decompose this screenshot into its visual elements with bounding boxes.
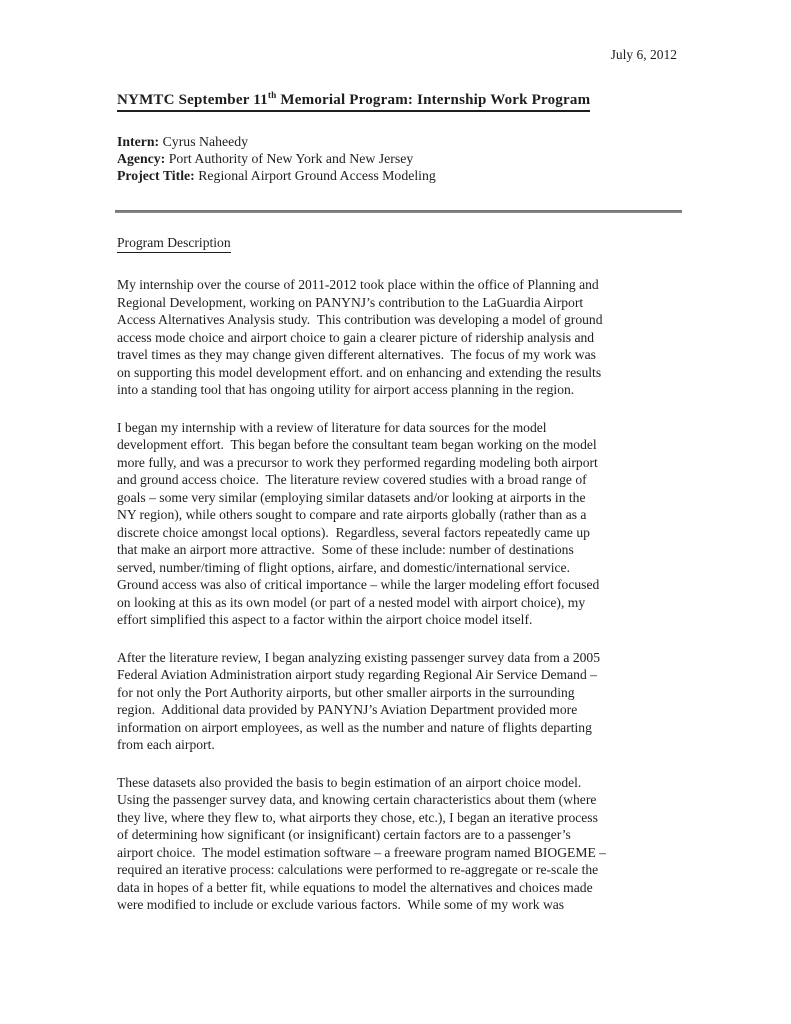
meta-intern	[117, 134, 677, 151]
paragraph	[117, 276, 677, 399]
horizontal-rule	[115, 210, 682, 213]
paragraph-line: that make an airport more attractive. Some of these include: number of destinations	[117, 542, 574, 558]
paragraph-line: goals – some very similar (employing similar datasets and/or looking at airports in the	[117, 489, 586, 505]
paragraph-line: Federal Aviation Administration airport study regarding Regional Air Service Demand –	[117, 667, 597, 683]
document-date: July 6, 2012	[610, 47, 677, 62]
paragraph-line: NY region), while others sought to compare and rate airports globally (rather than as a	[117, 507, 587, 523]
paragraph-line: These datasets also provided the basis to begin estimation of an airport choice model.	[117, 774, 582, 790]
program-description-body	[117, 276, 677, 914]
paragraph-line: discrete choice amongst local options). Regardless, several factors repeatedly came up	[117, 524, 590, 540]
paragraph-line: development effort. This began before the consultant team began working on the model	[117, 437, 597, 453]
paragraph-line: served, number/timing of flight options, airfare, and domestic/international service.	[117, 559, 570, 575]
paragraph-line: travel times as they may change given different alternatives. The focus of my work was	[117, 347, 596, 363]
paragraph-line: data in hopes of a better fit, while equations to model the alternatives and choices made	[117, 879, 593, 895]
paragraph	[117, 419, 677, 629]
paragraph-line: into a standing tool that has ongoing utility for airport access planning in the region.	[117, 382, 575, 398]
paragraph	[117, 649, 677, 754]
paragraph-line: access mode choice and airport choice to gain a clearer picture of ridership analysis and	[117, 329, 595, 345]
paragraph-line: Regional Development, working on PANYNJ’s contribution to the LaGuardia Airport	[117, 294, 584, 310]
paragraph-line: for not only the Port Authority airports, but other smaller airports in the surrounding	[117, 684, 575, 700]
meta-block	[117, 134, 677, 184]
paragraph-line: of determining how significant (or insignificant) certain factors are to a passenger’s	[117, 827, 571, 843]
paragraph-line: I began my internship with a review of literature for data sources for the model	[117, 419, 547, 435]
document-title	[117, 91, 677, 112]
paragraph-line: from each airport.	[117, 737, 215, 753]
paragraph-line: were modified to include or exclude various factors. While some of my work was	[117, 897, 565, 913]
meta-agency-value: Port Authority of New York and New Jersey	[168, 150, 414, 166]
section-heading-text: Program Description	[117, 234, 231, 253]
paragraph-line: Ground access was also of critical importance – while the larger modeling effort focused	[117, 577, 600, 593]
document-title-text	[117, 91, 590, 112]
meta-agency	[117, 151, 677, 168]
meta-project-title-label: Project Title:	[117, 167, 195, 183]
paragraph-line: After the literature review, I began analyzing existing passenger survey data from a 2005	[117, 649, 601, 665]
title-suffix: Memorial Program: Internship Work Program	[276, 92, 591, 108]
meta-intern-label: Intern:	[117, 134, 160, 149]
paragraph-line: more fully, and was a precursor to work they performed regarding modeling both airport	[117, 454, 598, 470]
meta-agency-label: Agency:	[117, 150, 166, 166]
paragraph-line: on looking at this as its own model (or part of a nested model with airport choice), my	[117, 594, 586, 610]
paragraph-line: airport choice. The model estimation software – a freeware program named BIOGEME –	[117, 844, 606, 860]
title-prefix: NYMTC September 11	[117, 92, 268, 108]
meta-project-title-value: Regional Airport Ground Access Modeling	[198, 167, 436, 183]
paragraph-line: required an iterative process: calculations were performed to re-aggregate or re-scale the	[117, 862, 599, 878]
paragraph-line: on supporting this model development effort. and on enhancing and extending the results	[117, 364, 602, 380]
paragraph-line: Access Alternatives Analysis study. This contribution was developing a model of ground	[117, 312, 603, 328]
paragraph-line: Using the passenger survey data, and knowing certain characteristics about them (where	[117, 792, 597, 808]
paragraph-line: effort simplified this aspect to a factor within the airport choice model itself.	[117, 612, 533, 628]
paragraph-line: My internship over the course of 2011-2012 took place within the office of Planning and	[117, 277, 599, 293]
paragraph-line: information on airport employees, as well as the number and nature of flights departing	[117, 719, 592, 735]
paragraph	[117, 774, 677, 914]
paragraph-line: they live, where they flew to, what airports they chose, etc.), I began an iterative process	[117, 809, 598, 825]
meta-intern-value: Cyrus Naheedy	[162, 134, 249, 149]
paragraph-line: region. Additional data provided by PANYNJ’s Aviation Department provided more	[117, 702, 578, 718]
meta-project-title	[117, 168, 677, 185]
title-superscript: th	[267, 91, 277, 101]
paragraph-line: and ground access choice. The literature review covered studies with a broad range of	[117, 472, 587, 488]
section-heading-program-description	[117, 234, 677, 253]
